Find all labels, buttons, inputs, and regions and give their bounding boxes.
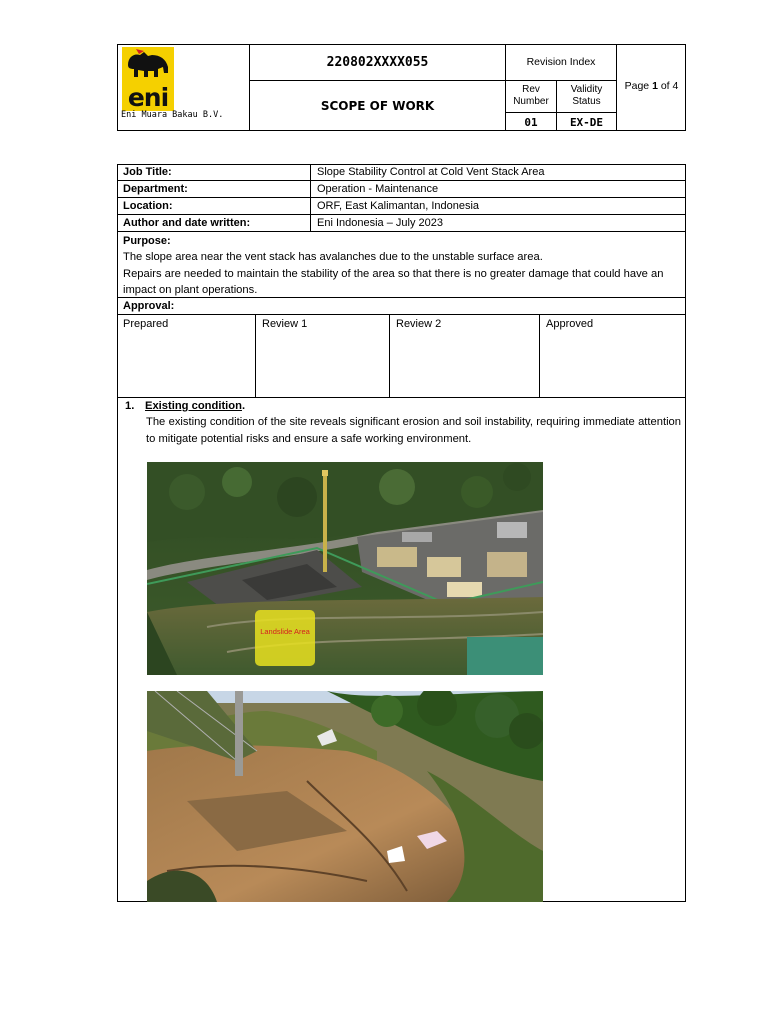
section-1-number: 1. (125, 400, 135, 412)
purpose-line1: The slope area near the vent stack has avalanches due to the unstable surface area. (123, 251, 543, 263)
revision-index-cell (506, 44, 617, 81)
slope-closeup-photo (147, 691, 543, 902)
doc-number-cell (250, 44, 506, 81)
validity-status-label: Validity Status (570, 84, 603, 107)
site-aerial-photo (147, 462, 543, 675)
purpose-block (117, 232, 686, 298)
row-department (117, 181, 686, 198)
slope-closeup-image (147, 691, 543, 902)
location-value: ORF, East Kalimantan, Indonesia (310, 198, 686, 214)
approval-label: Approval: (123, 300, 175, 312)
doc-title: SCOPE OF WORK (320, 99, 435, 113)
approval-review2: Review 2 (389, 315, 539, 398)
job-title-value: Slope Stability Control at Cold Vent Stack Area (310, 164, 686, 180)
approval-approved: Approved (539, 315, 686, 398)
page-prefix: Page (624, 80, 650, 92)
landslide-label: Landslide Area (260, 627, 310, 636)
page-current: 1 (652, 80, 658, 92)
author-label: Author and date written: (123, 217, 251, 229)
validity-status-label-cell (557, 81, 617, 113)
page-indicator (617, 80, 686, 92)
rev-number-cell (506, 113, 557, 131)
location-label: Location: (123, 200, 173, 212)
job-title-label: Job Title: (123, 166, 172, 178)
doc-number: 220802XXXX055 (326, 54, 429, 70)
doc-title-cell (250, 81, 506, 131)
purpose-line2: Repairs are needed to maintain the stability of the area so that there is no greater damage that could have an impact on plant operations. (123, 267, 664, 297)
department-label: Department: (123, 183, 188, 195)
approval-prepared: Prepared (123, 318, 169, 330)
site-aerial-image (147, 462, 543, 675)
company-name: Eni Muara Bakau B.V. (121, 110, 224, 120)
section-1-title-suffix: . (241, 400, 246, 412)
author-value: Eni Indonesia – July 2023 (310, 215, 686, 231)
logo-text: eni (127, 83, 169, 112)
page-suffix: of 4 (660, 80, 679, 92)
approval-review1: Review 1 (255, 315, 389, 398)
approval-grid (117, 315, 686, 398)
row-job-title (117, 164, 686, 181)
revision-index-label: Revision Index (526, 56, 596, 68)
approval-label-row (117, 298, 686, 315)
validity-status: EX-DE (569, 115, 604, 129)
section-1-body: The existing condition of the site reveals significant erosion and soil instability, requiring immediate attention to mitigate potential risks and ensure a safe working environment. (146, 416, 681, 445)
landslide-highlight (255, 610, 315, 666)
validity-status-cell (557, 113, 617, 131)
rev-number-label: Rev Number (513, 84, 549, 107)
six-legged-dog-icon (122, 47, 174, 87)
department-value: Operation - Maintenance (310, 181, 686, 197)
eni-logo (122, 47, 174, 111)
logo-cell (117, 44, 250, 131)
rev-number-label-cell (506, 81, 557, 113)
row-author (117, 215, 686, 232)
section-1-heading (125, 398, 685, 415)
purpose-label: Purpose: (123, 235, 171, 247)
rev-number: 01 (524, 115, 538, 129)
row-location (117, 198, 686, 215)
section-1-title: Existing condition (145, 400, 242, 412)
